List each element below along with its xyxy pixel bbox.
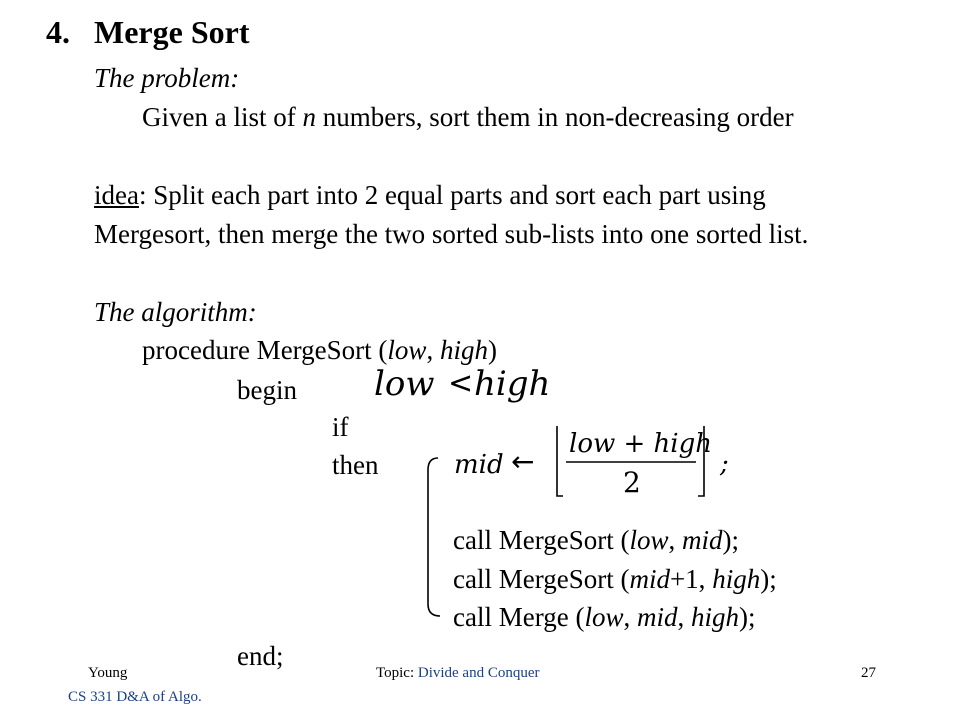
procedure-arg-low: low [387,335,427,365]
condition-high: high [474,364,551,404]
footer-topic-value: Divide and Conquer [417,665,540,681]
idea-label: idea [94,180,139,210]
idea-line-1 [94,179,766,211]
call-1-arg-a: low [629,525,669,555]
end-keyword: end; [237,641,284,671]
assign-lhs: mid [454,450,504,480]
call-3-sep2: , [677,602,691,632]
call-3-arg-a: low [584,602,624,632]
condition-expression [370,362,550,408]
problem-heading-text: The problem: [94,63,240,93]
call-3-post: ); [738,602,756,632]
footer-topic-label: Topic: [376,665,418,681]
footer-course: CS 331 D&A of Algo. [68,689,202,705]
slide-title: Merge Sort [94,14,250,50]
procedure-keyword: procedure MergeSort ( [142,335,388,365]
call-1-sep1: , [668,525,682,555]
call-3-pre: call Merge ( [453,602,585,632]
condition-low: low [374,364,435,404]
condition-op: < [448,366,474,401]
call-line-2 [453,563,777,595]
footer-topic-text [376,665,540,681]
call-2-arg-a: mid [629,564,670,594]
problem-text-pre: Given a list of [142,102,303,132]
procedure-arg-high: high [439,335,488,365]
problem-statement [142,101,794,133]
idea-line-2: Mergesort, then merge the two sorted sub-lists into one sorted list. [94,219,809,249]
assign-semicolon: ; [720,449,729,479]
idea-line1-text: : Split each part into 2 equal parts and sort each part using [138,180,766,210]
call-2-pre: call MergeSort ( [453,564,630,594]
begin-keyword: begin [237,375,297,405]
algorithm-heading-text: The algorithm: [94,297,257,327]
block-bracket [428,458,440,616]
call-1-pre: call MergeSort ( [453,525,630,555]
assign-arrow: ← [511,445,535,478]
call-2-sep1: +1, [669,564,713,594]
if-keyword: if [332,412,349,442]
footer-page-number: 27 [861,665,876,681]
call-2-arg-b: high [712,564,761,594]
assignment-expression [420,418,740,628]
section-number: 4. [46,14,70,50]
procedure-comma: , [426,335,440,365]
problem-var-n: n [302,102,316,132]
procedure-close: ) [487,335,497,365]
call-1-post: ); [722,525,739,555]
footer-topic [376,664,540,682]
call-3-arg-c: high [690,602,739,632]
call-line-1 [453,524,739,556]
call-line-3 [453,601,755,633]
floor-left-bracket [557,426,563,496]
fraction-denominator: 2 [623,466,641,499]
footer-author: Young [88,665,128,681]
problem-heading [94,62,239,94]
then-keyword: then [332,450,379,480]
algorithm-heading [94,296,257,328]
call-2-post: ); [760,564,777,594]
fraction-numerator: low + high [569,429,712,459]
call-1-arg-b: mid [681,525,723,555]
call-3-arg-b: mid [636,602,678,632]
call-3-sep1: , [623,602,637,632]
problem-text-post: numbers, sort them in non-decreasing order [315,102,794,132]
